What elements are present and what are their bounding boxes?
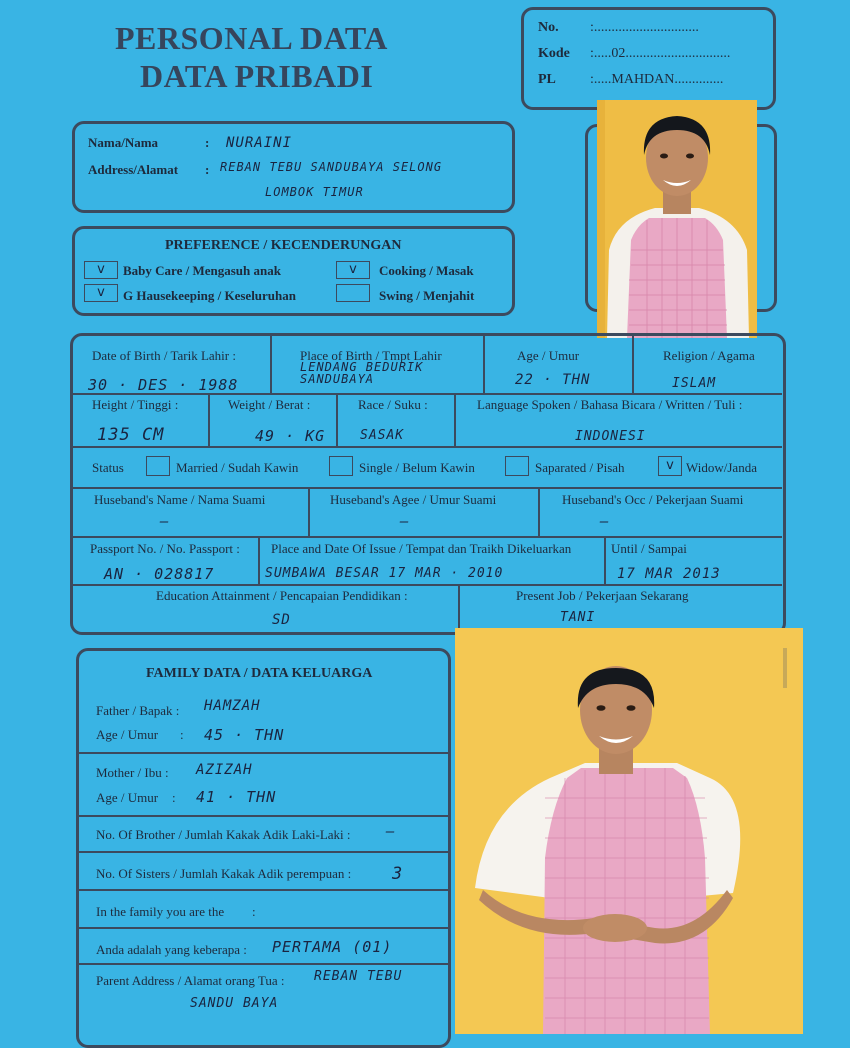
height-value: 135 CM [97,425,165,445]
no-label: No. [538,20,559,35]
issue-label: Place and Date Of Issue / Tempat dan Traikh Dikeluarkan [271,541,572,556]
pl-value: :.....MAHDAN.............. [590,72,724,87]
age-value: 22 · THN [515,372,591,388]
parent-address-line1: REBAN TEBU [314,969,403,984]
title-indonesian: DATA PRIBADI [140,58,374,94]
row-divider [78,889,448,891]
education-value: SD [272,612,291,628]
father-age-colon: : [180,727,184,742]
row-divider [72,584,782,586]
row-divider [72,536,782,538]
husband-age-label: Huseband's Agee / Umur Suami [330,492,497,507]
passport-label: Passport No. / No. Passport : [90,541,240,556]
col-divider [270,335,272,393]
weight-value: 49 · KG [255,427,326,445]
address-colon: : [205,162,210,177]
housekeeping-label: G Hausekeeping / Keseluruhan [123,288,296,303]
husband-occ-label: Huseband's Occ / Pekerjaan Suami [562,492,744,507]
name-colon: : [205,135,210,150]
widow-checkbox[interactable]: v [658,456,682,476]
sisters-label: No. Of Sisters / Jumlah Kakak Adik perempuan : [96,866,352,881]
position-colon: : [252,904,256,919]
applicant-photo-large [455,628,803,1034]
separated-label: Saparated / Pisah [535,460,625,475]
cooking-label: Cooking / Masak [379,263,474,278]
husband-age-value: — [400,514,410,530]
separated-checkbox[interactable] [505,456,529,476]
babycare-checkbox[interactable]: v [84,261,118,279]
row-divider [72,487,782,489]
name-label: Nama/Nama [88,135,159,150]
mother-age-colon: : [172,790,176,805]
language-label: Language Spoken / Bahasa Bicara / Written / Tuli : [477,397,743,412]
dob-value: 30 · DES · 1988 [88,376,239,394]
status-label: Status [92,460,124,475]
issue-value: SUMBAWA BESAR 17 MAR · 2010 [265,566,504,581]
person-photo-icon [597,100,757,338]
sewing-checkbox[interactable] [336,284,370,302]
until-value: 17 MAR 2013 [617,566,721,582]
husband-name-label: Huseband's Name / Nama Suami [94,492,266,507]
race-label: Race / Suku : [358,397,428,412]
row-divider [72,446,782,448]
pob-value-line2: SANDUBAYA [300,372,375,386]
parent-address-line2: SANDU BAYA [190,996,279,1011]
babycare-label: Baby Care / Mengasuh anak [123,263,281,278]
family-title: FAMILY DATA / DATA KELUARGA [146,666,373,681]
mother-value: AZIZAH [196,762,253,778]
address-line2: LOMBOK TIMUR [265,185,364,199]
mother-age-value: 41 · THN [196,788,277,806]
education-label: Education Attainment / Pencapaian Pendidikan : [156,588,408,603]
brothers-label: No. Of Brother / Jumlah Kakak Adik Laki-Laki : [96,827,351,842]
married-checkbox[interactable] [146,456,170,476]
row-divider [78,815,448,817]
weight-label: Weight / Berat : [228,397,311,412]
religion-label: Religion / Agama [663,348,755,363]
col-divider [454,393,456,446]
mother-label: Mother / Ibu : [96,765,169,780]
name-value: NURAINI [226,135,293,151]
sisters-value: 3 [392,864,404,884]
husband-name-value: — [160,514,170,530]
col-divider [604,536,606,584]
single-checkbox[interactable] [329,456,353,476]
row-divider [78,851,448,853]
col-divider [336,393,338,446]
applicant-photo-small [597,100,757,338]
row-divider [78,963,448,965]
col-divider [538,487,540,536]
col-divider [458,584,460,632]
father-age-label: Age / Umur [96,727,159,742]
kode-label: Kode [538,46,570,61]
pob-value-line1: LENDANG BEDURIK [300,360,424,374]
person-photo-icon [455,628,803,1034]
sewing-label: Swing / Menjahit [379,288,475,303]
religion-value: ISLAM [672,376,717,391]
height-label: Height / Tinggi : [92,397,179,412]
housekeeping-checkbox[interactable]: v [84,284,118,302]
position-label-en: In the family you are the [96,904,225,919]
job-label: Present Job / Pekerjaan Sekarang [516,588,689,603]
widow-label: Widow/Janda [686,460,757,475]
father-value: HAMZAH [204,698,261,714]
col-divider [483,335,485,393]
pl-label: PL [538,72,556,87]
kode-value: :.....02.............................. [590,46,731,61]
title-english: PERSONAL DATA [115,20,388,56]
row-divider [78,752,448,754]
age-label: Age / Umur [517,348,580,363]
col-divider [258,536,260,584]
until-label: Until / Sampai [611,541,687,556]
preference-title: PREFERENCE / KECENDERUNGAN [165,238,402,253]
married-label: Married / Sudah Kawin [176,460,299,475]
mother-age-label: Age / Umur [96,790,159,805]
address-label: Address/Alamat [88,162,179,177]
row-divider [78,927,448,929]
passport-value: AN · 028817 [104,565,215,583]
father-label: Father / Bapak : [96,703,180,718]
pob-label: Place of Birth / Tmpt Lahir [300,348,442,363]
brothers-value: — [386,824,396,840]
col-divider [308,487,310,536]
position-value: PERTAMA (01) [272,938,393,956]
parent-address-label: Parent Address / Alamat orang Tua : [96,973,285,988]
father-age-value: 45 · THN [204,726,285,744]
husband-occ-value: — [600,514,610,530]
race-value: SASAK [360,428,405,443]
position-label-id: Anda adalah yang keberapa : [96,942,247,957]
address-line1: REBAN TEBU SANDUBAYA SELONG [220,160,443,174]
col-divider [208,393,210,446]
no-value: :.............................. [590,20,699,35]
language-value: INDONESI [575,429,646,444]
cooking-checkbox[interactable]: v [336,261,370,279]
single-label: Single / Belum Kawin [359,460,475,475]
col-divider [632,335,634,393]
job-value: TANI [560,610,596,625]
dob-label: Date of Birth / Tarik Lahir : [92,348,236,363]
